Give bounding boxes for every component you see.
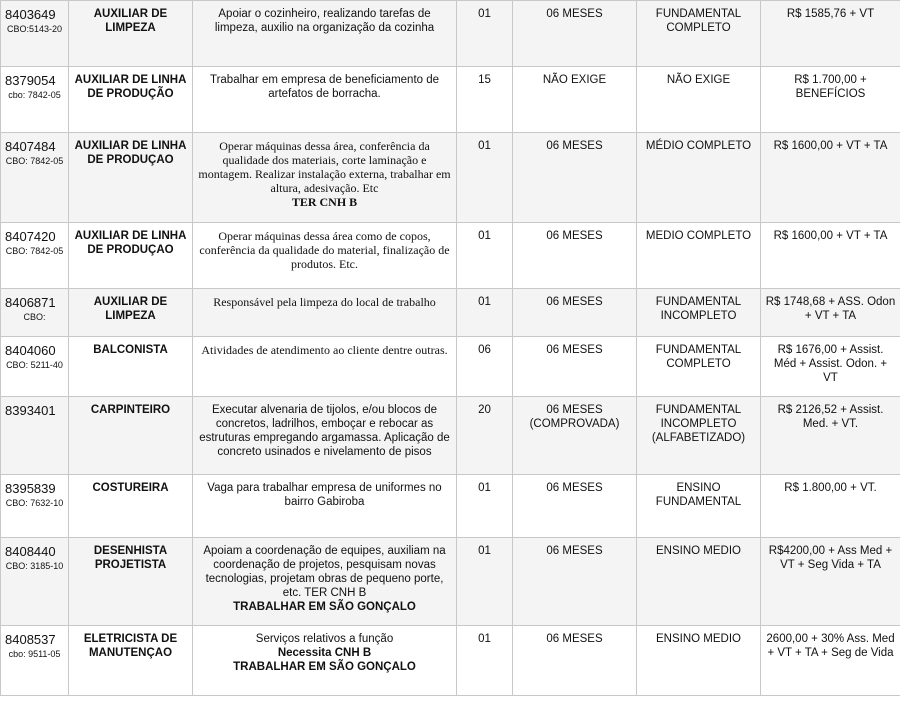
job-description-line: Atividades de atendimento ao cliente dentre outras.: [201, 343, 448, 357]
vacancy-count: 20: [457, 397, 513, 475]
cbo-code: cbo: 7842-05: [8, 90, 61, 100]
vacancy-count: 01: [457, 223, 513, 289]
job-title: DESENHISTA PROJETISTA: [69, 538, 193, 626]
salary-benefits: R$ 1600,00 + VT + TA: [761, 223, 900, 289]
vacancy-count: 01: [457, 538, 513, 626]
salary-benefits: R$ 2126,52 + Assist. Med. + VT.: [761, 397, 900, 475]
job-description-line: Necessita CNH B: [277, 647, 372, 659]
vacancy-count: 01: [457, 475, 513, 538]
experience-required: 06 MESES: [513, 289, 637, 337]
education-level: FUNDAMENTAL COMPLETO: [637, 1, 761, 67]
job-description-line: Trabalhar em empresa de beneficiamento de artefatos de borracha.: [209, 74, 440, 100]
experience-required: 06 MESES: [513, 223, 637, 289]
experience-required: 06 MESES: [513, 337, 637, 397]
salary-benefits: R$ 1600,00 + VT + TA: [761, 133, 900, 223]
job-code: 8404060: [5, 343, 56, 358]
job-description: [193, 538, 457, 626]
experience-required: 06 MESES: [513, 538, 637, 626]
cbo-code: CBO: 5211-40: [6, 360, 63, 370]
vacancy-count: 06: [457, 337, 513, 397]
table-row: [1, 538, 900, 626]
experience-required: 06 MESES: [513, 1, 637, 67]
job-description: [193, 626, 457, 696]
table-row: [1, 1, 900, 67]
education-level: NÃO EXIGE: [637, 67, 761, 133]
salary-benefits: R$ 1676,00 + Assist. Méd + Assist. Odon. + VT: [761, 337, 900, 397]
vacancy-count: 01: [457, 626, 513, 696]
job-description-line: Operar máquinas dessa área como de copos, conferência da qualidade do material, finalização de produtos. Etc.: [199, 229, 450, 271]
education-level: ENSINO MEDIO: [637, 538, 761, 626]
cbo-code: CBO:: [23, 312, 46, 322]
table-row: [1, 475, 900, 538]
job-description: [193, 67, 457, 133]
table-row: [1, 397, 900, 475]
job-title: ELETRICISTA DE MANUTENÇAO: [69, 626, 193, 696]
education-level: FUNDAMENTAL COMPLETO: [637, 337, 761, 397]
salary-benefits: 2600,00 + 30% Ass. Med + VT + TA + Seg de Vida: [761, 626, 900, 696]
vacancy-count: 01: [457, 133, 513, 223]
job-code-cell: [1, 475, 69, 538]
job-description-line: TRABALHAR EM SÃO GONÇALO: [233, 601, 416, 613]
job-code: 8407484: [5, 139, 56, 154]
salary-benefits: R$ 1748,68 + ASS. Odon + VT + TA: [761, 289, 900, 337]
experience-required: NÃO EXIGE: [513, 67, 637, 133]
job-description: [193, 289, 457, 337]
job-code: 8407420: [5, 229, 56, 244]
salary-benefits: R$4200,00 + Ass Med + VT + Seg Vida + TA: [761, 538, 900, 626]
job-description: [193, 1, 457, 67]
job-code: 8395839: [5, 481, 56, 496]
table-row: [1, 289, 900, 337]
cbo-code: CBO: 7842-05: [5, 246, 64, 256]
education-level: ENSINO FUNDAMENTAL: [637, 475, 761, 538]
job-code: 8408537: [5, 632, 56, 647]
job-title: AUXILIAR DE LINHA DE PRODUÇAO: [69, 133, 193, 223]
job-code-cell: [1, 223, 69, 289]
job-title: AUXILIAR DE LIMPEZA: [69, 1, 193, 67]
table-row: [1, 337, 900, 397]
job-description-line: Executar alvenaria de tijolos, e/ou blocos de concretos, ladrilhos, emboçar e rebocar as estruturas empregando argamassa. Aplicação de concreto usinados e nivelamento de pisos: [199, 404, 450, 458]
job-description-line: Apoiar o cozinheiro, realizando tarefas de limpeza, auxilio na organização da cozinha: [214, 8, 435, 34]
job-title: AUXILIAR DE LINHA DE PRODUÇAO: [69, 223, 193, 289]
job-description-line: Operar máquinas dessa área, conferência da qualidade dos materiais, corte laminação e montagem. Realizar instalação externa, trabalhar em altura, adesivação. Etc: [198, 139, 451, 195]
job-code-cell: [1, 133, 69, 223]
cbo-code: CBO: 7842-05: [5, 156, 64, 166]
job-code-cell: [1, 289, 69, 337]
job-description: [193, 133, 457, 223]
vacancy-count: 15: [457, 67, 513, 133]
job-description-line: TER CNH B: [291, 195, 358, 209]
salary-benefits: R$ 1585,76 + VT: [761, 1, 900, 67]
job-rows: [1, 1, 900, 696]
cbo-code: CBO:5143-20: [6, 24, 63, 34]
job-code-cell: [1, 397, 69, 475]
education-level: FUNDAMENTAL INCOMPLETO (ALFABETIZADO): [637, 397, 761, 475]
table-row: [1, 626, 900, 696]
job-code: 8408440: [5, 544, 56, 559]
job-description: [193, 397, 457, 475]
cbo-code: CBO: 3185-10: [5, 561, 64, 571]
salary-benefits: R$ 1.800,00 + VT.: [761, 475, 900, 538]
experience-required: 06 MESES: [513, 626, 637, 696]
job-code: 8403649: [5, 7, 56, 22]
experience-required: 06 MESES: [513, 133, 637, 223]
job-title: AUXILIAR DE LINHA DE PRODUÇÃO: [69, 67, 193, 133]
education-level: FUNDAMENTAL INCOMPLETO: [637, 289, 761, 337]
job-description-line: TRABALHAR EM SÃO GONÇALO: [233, 661, 416, 673]
job-code: 8406871: [5, 295, 56, 310]
job-code: 8393401: [5, 403, 56, 418]
job-code-cell: [1, 626, 69, 696]
job-code-cell: [1, 538, 69, 626]
cbo-code: cbo: 9511-05: [8, 649, 61, 659]
job-title: CARPINTEIRO: [69, 397, 193, 475]
job-title: AUXILIAR DE LIMPEZA: [69, 289, 193, 337]
table-row: [1, 133, 900, 223]
vacancy-count: 01: [457, 1, 513, 67]
experience-required: 06 MESES: [513, 475, 637, 538]
education-level: ENSINO MEDIO: [637, 626, 761, 696]
education-level: MEDIO COMPLETO: [637, 223, 761, 289]
job-description: [193, 337, 457, 397]
job-description-line: Responsável pela limpeza do local de trabalho: [213, 295, 436, 309]
job-code-cell: [1, 1, 69, 67]
job-description: [193, 475, 457, 538]
education-level: MÉDIO COMPLETO: [637, 133, 761, 223]
job-description-line: Apoiam a coordenação de equipes, auxiliam na coordenação de projetos, pesquisam novas tecnologias, projetam obras de pequeno porte, etc. TER CNH B: [203, 545, 446, 599]
job-title: BALCONISTA: [69, 337, 193, 397]
job-description: [193, 223, 457, 289]
job-description-line: Serviços relativos a função: [255, 633, 394, 645]
job-code-cell: [1, 337, 69, 397]
vacancy-count: 01: [457, 289, 513, 337]
job-code: 8379054: [5, 73, 56, 88]
job-title: COSTUREIRA: [69, 475, 193, 538]
salary-benefits: R$ 1.700,00 + BENEFÍCIOS: [761, 67, 900, 133]
table-row: [1, 67, 900, 133]
job-description-line: Vaga para trabalhar empresa de uniformes no bairro Gabiroba: [207, 482, 442, 508]
experience-required: 06 MESES (COMPROVADA): [513, 397, 637, 475]
job-code-cell: [1, 67, 69, 133]
table-row: [1, 223, 900, 289]
cbo-code: CBO: 7632-10: [5, 498, 64, 508]
